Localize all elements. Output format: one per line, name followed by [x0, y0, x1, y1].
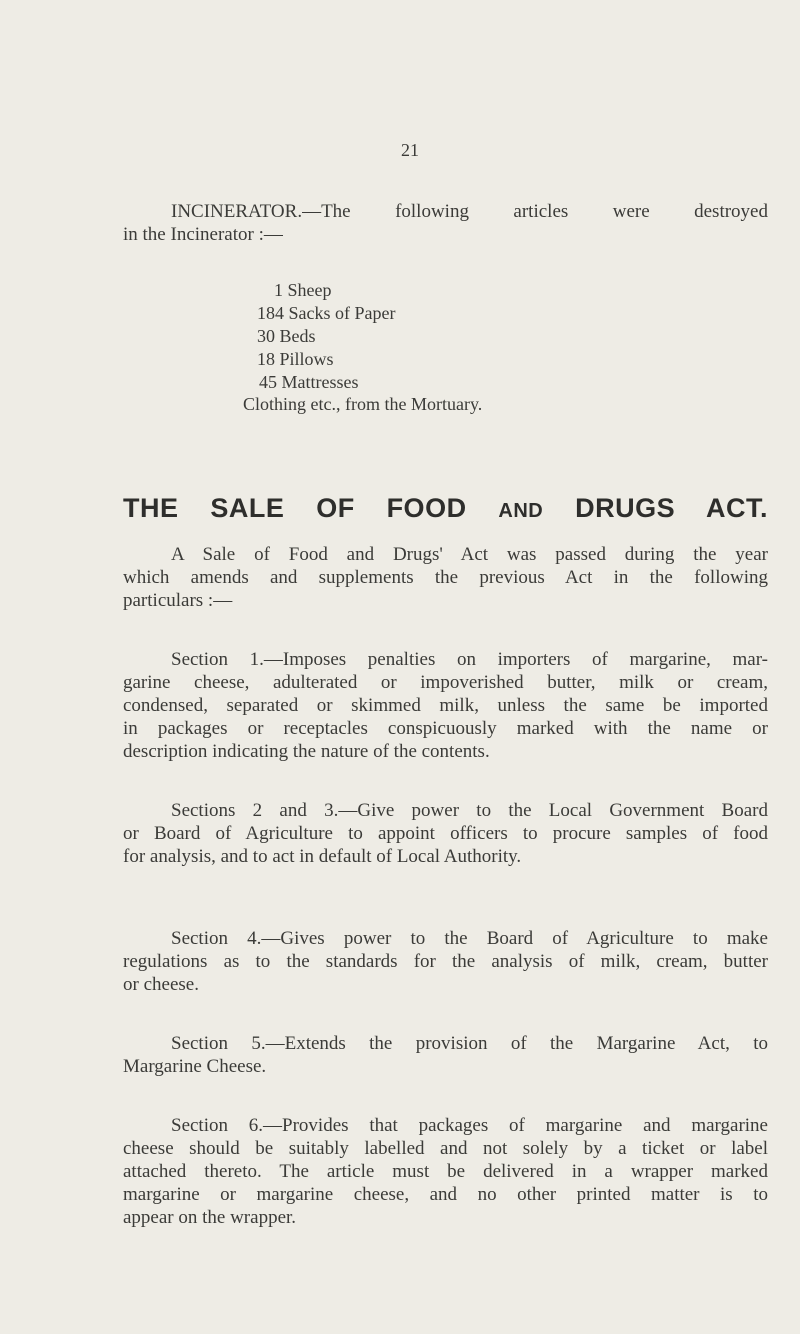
- text-line: which amends and supplements the previous Act in the following: [123, 567, 768, 588]
- text-line: or cheese.: [123, 974, 199, 995]
- list-item: 45 Mattresses: [259, 372, 359, 392]
- text-line: garine cheese, adulterated or impoverished butter, milk or cream,: [123, 672, 768, 693]
- text-line: attached thereto. The article must be delivered in a wrapper marked: [123, 1161, 768, 1182]
- list-item: Clothing etc., from the Mortuary.: [243, 394, 483, 414]
- list-item: 184 Sacks of Paper: [257, 303, 396, 323]
- section-heading: [123, 493, 768, 524]
- text-line: condensed, separated or skimmed milk, unless the same be imported: [123, 695, 768, 716]
- text-line: description indicating the nature of the contents.: [123, 741, 490, 762]
- list-item: 30 Beds: [257, 326, 316, 346]
- text-line: for analysis, and to act in default of Local Authority.: [123, 846, 522, 867]
- text-line: particulars :—: [123, 590, 233, 611]
- text-line: or Board of Agriculture to appoint officers to procure samples of food: [123, 823, 768, 844]
- list-item: 1 Sheep: [274, 280, 332, 300]
- heading-text: DRUGS ACT.: [543, 493, 768, 523]
- text-line: Sections 2 and 3.—Give power to the Local Government Board: [171, 800, 768, 821]
- heading-text: AND: [498, 500, 544, 522]
- text-line: Section 6.—Provides that packages of margarine and margarine: [171, 1115, 768, 1136]
- text-line: regulations as to the standards for the analysis of milk, cream, butter: [123, 951, 768, 972]
- text-line: cheese should be suitably labelled and not solely by a ticket or label: [123, 1138, 768, 1159]
- list-item: 18 Pillows: [257, 349, 334, 369]
- text-line: appear on the wrapper.: [123, 1207, 297, 1228]
- heading-text: THE SALE OF FOOD: [123, 493, 499, 523]
- text-line: Section 4.—Gives power to the Board of Agriculture to make: [171, 928, 768, 949]
- text-line: margarine or margarine cheese, and no other printed matter is to: [123, 1184, 768, 1205]
- text-line: Margarine Cheese.: [123, 1056, 267, 1077]
- incinerator-line: in the Incinerator :—: [123, 224, 283, 245]
- text-line: in packages or receptacles conspicuously marked with the name or: [123, 718, 768, 739]
- text-line: Section 5.—Extends the provision of the Margarine Act, to: [171, 1033, 768, 1054]
- page-number: 21: [401, 140, 419, 160]
- text-line: A Sale of Food and Drugs' Act was passed during the year: [171, 544, 768, 565]
- incinerator-line: INCINERATOR.—The following articles were destroyed: [171, 201, 768, 222]
- text-line: Section 1.—Imposes penalties on importers of margarine, mar-: [171, 649, 768, 670]
